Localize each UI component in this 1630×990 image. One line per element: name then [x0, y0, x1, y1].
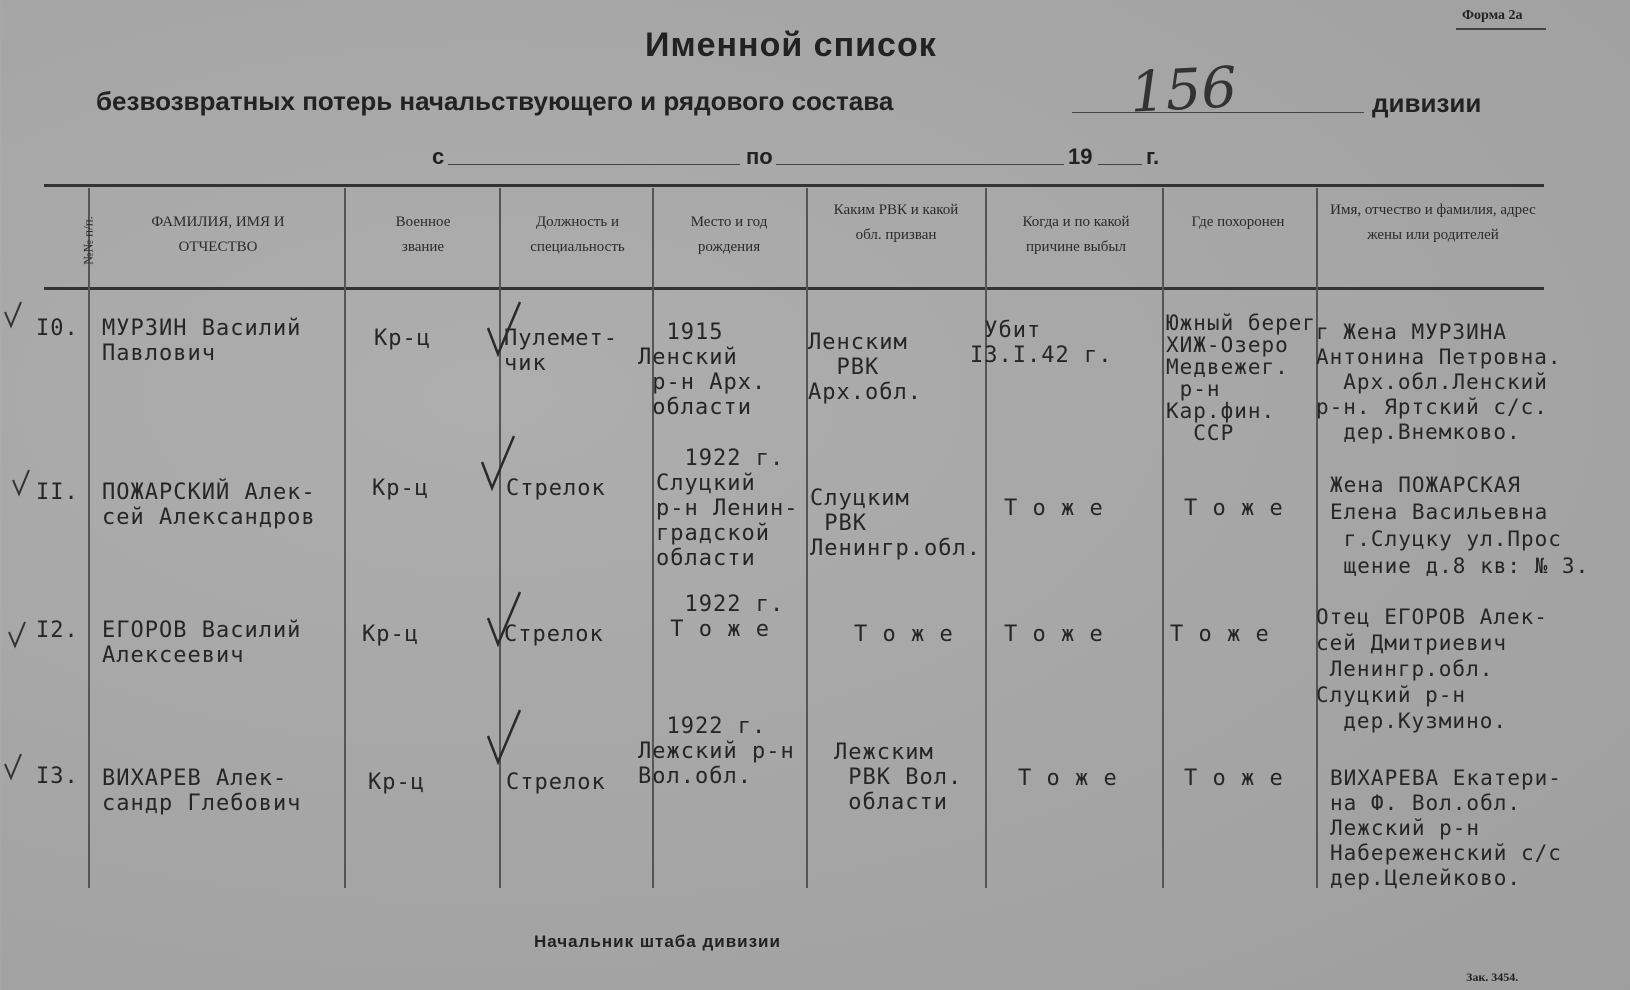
row-3-num: I2.: [36, 618, 79, 643]
form-label-underline: [1456, 28, 1546, 30]
row-2-rvk: Слуцким РВК Ленингр.обл.: [810, 486, 981, 561]
row-4-position: Стрелок: [506, 770, 606, 795]
row-2-buried: Т о ж е: [1184, 496, 1284, 521]
row-1-buried: Южный берег ХИЖ-Озеро Медвежег. р-н Кар.фин. ССР: [1166, 311, 1317, 445]
header-num: №№ п/п.: [80, 216, 96, 265]
row-3-when: Т о ж е: [1004, 622, 1104, 647]
position-check-mark-2: [478, 432, 518, 492]
row-1-rvk: Ленским РВК Арх.обл.: [808, 330, 922, 405]
row-4-when: Т о ж е: [1018, 766, 1118, 791]
period-to-line: [776, 164, 1064, 165]
row-1-position: Пулемет- чик: [504, 326, 618, 376]
table-top-rule: [44, 184, 1544, 187]
col-divider-6: [985, 188, 987, 888]
row-1-when: Убит I3.I.42 г.: [970, 318, 1113, 368]
margin-check-mark-2: [10, 468, 32, 498]
row-4-rank: Кр-ц: [368, 770, 425, 795]
header-relatives: Имя, отчество и фамилия, адрес жены или родителей: [1330, 202, 1536, 243]
row-4-relatives: ВИХАРЕВА Екатери- на Ф. Вол.обл. Лежский р-н Набереженский с/с дер.Целейково.: [1330, 766, 1562, 890]
page-subtitle: безвозвратных потерь начальствующего и рядового состава: [96, 86, 894, 116]
row-4-buried: Т о ж е: [1184, 766, 1284, 791]
col-divider-3: [499, 188, 501, 888]
row-1-name: МУРЗИН Василий Павлович: [102, 316, 302, 366]
row-4-rvk: Лежским РВК Вол. области: [834, 740, 963, 815]
row-1-num: I0.: [36, 316, 79, 341]
row-3-name: ЕГОРОВ Василий Алексеевич: [102, 618, 302, 668]
period-to-label: по: [746, 144, 773, 169]
chief-signature-label: Начальник штаба дивизии: [534, 932, 781, 951]
header-name: ФАМИЛИЯ, ИМЯ И ОТЧЕСТВО: [151, 214, 285, 255]
period-from-label: с: [432, 144, 445, 169]
row-2-name: ПОЖАРСКИЙ Алек- сей Александров: [102, 480, 316, 530]
col-divider-7: [1162, 188, 1164, 888]
header-bottom-rule: [44, 287, 1544, 290]
row-1-birth: 1915 Ленский р-н Арх. области: [638, 320, 767, 420]
form-label: Форма 2а: [1462, 8, 1523, 23]
header-rank: Военное звание: [395, 214, 451, 255]
row-3-rank: Кр-ц: [362, 622, 419, 647]
position-check-mark-4: [484, 706, 524, 766]
year-line: [1098, 164, 1142, 165]
col-divider-1: [88, 188, 90, 888]
row-2-birth: 1922 г. Слуцкий р-н Ленин- градской области: [656, 446, 799, 571]
margin-check-mark-4: [2, 752, 24, 782]
row-3-rvk: Т о ж е: [854, 622, 954, 647]
header-rvk: Каким РВК и какой обл. призван: [833, 202, 959, 243]
header-position: Должность и специальность: [530, 214, 625, 255]
year-prefix: 19: [1068, 144, 1093, 169]
margin-check-mark-1: [2, 300, 24, 330]
row-4-name: ВИХАРЕВ Алек- сандр Глебович: [102, 766, 302, 816]
row-3-buried: Т о ж е: [1170, 622, 1270, 647]
header-birth: Место и год рождения: [690, 214, 768, 255]
order-number: Зак. 3454.: [1466, 970, 1519, 984]
row-4-num: I3.: [36, 764, 79, 789]
header-when: Когда и по какой причине выбыл: [1022, 214, 1130, 255]
row-3-birth: 1922 г. Т о ж е: [670, 592, 785, 642]
row-2-relatives: Жена ПОЖАРСКАЯ Елена Васильевна г.Слуцку ул.Прос щение д.8 кв: № 3.: [1330, 473, 1590, 578]
row-1-rank: Кр-ц: [374, 326, 431, 351]
row-3-position: Стрелок: [504, 622, 604, 647]
row-4-birth: 1922 г. Лежский р-н Вол.обл.: [638, 714, 795, 789]
division-suffix: дивизии: [1372, 88, 1482, 118]
period-from-line: [448, 164, 740, 165]
position-check-mark-1: [484, 298, 524, 358]
col-divider-8: [1316, 188, 1318, 888]
year-suffix: г.: [1146, 144, 1160, 169]
row-2-rank: Кр-ц: [372, 476, 429, 501]
row-1-relatives: г Жена МУРЗИНА Антонина Петровна. Арх.обл.Ленский р-н. Яртский с/с. дер.Внемково.: [1316, 320, 1562, 444]
division-number: 156: [1128, 55, 1239, 126]
header-buried: Где похоронен: [1191, 214, 1285, 230]
row-2-num: II.: [36, 480, 79, 505]
row-2-when: Т о ж е: [1004, 496, 1104, 521]
position-check-mark-3: [484, 588, 524, 648]
page-title: Именной список: [645, 26, 937, 64]
margin-check-mark-3: [6, 620, 28, 650]
col-divider-5: [806, 188, 808, 888]
col-divider-2: [344, 188, 346, 888]
row-3-relatives: Отец ЕГОРОВ Алек- сей Дмитриевич Ленингр.обл. Слуцкий р-н дер.Кузмино.: [1316, 605, 1548, 733]
row-2-position: Стрелок: [506, 476, 606, 501]
